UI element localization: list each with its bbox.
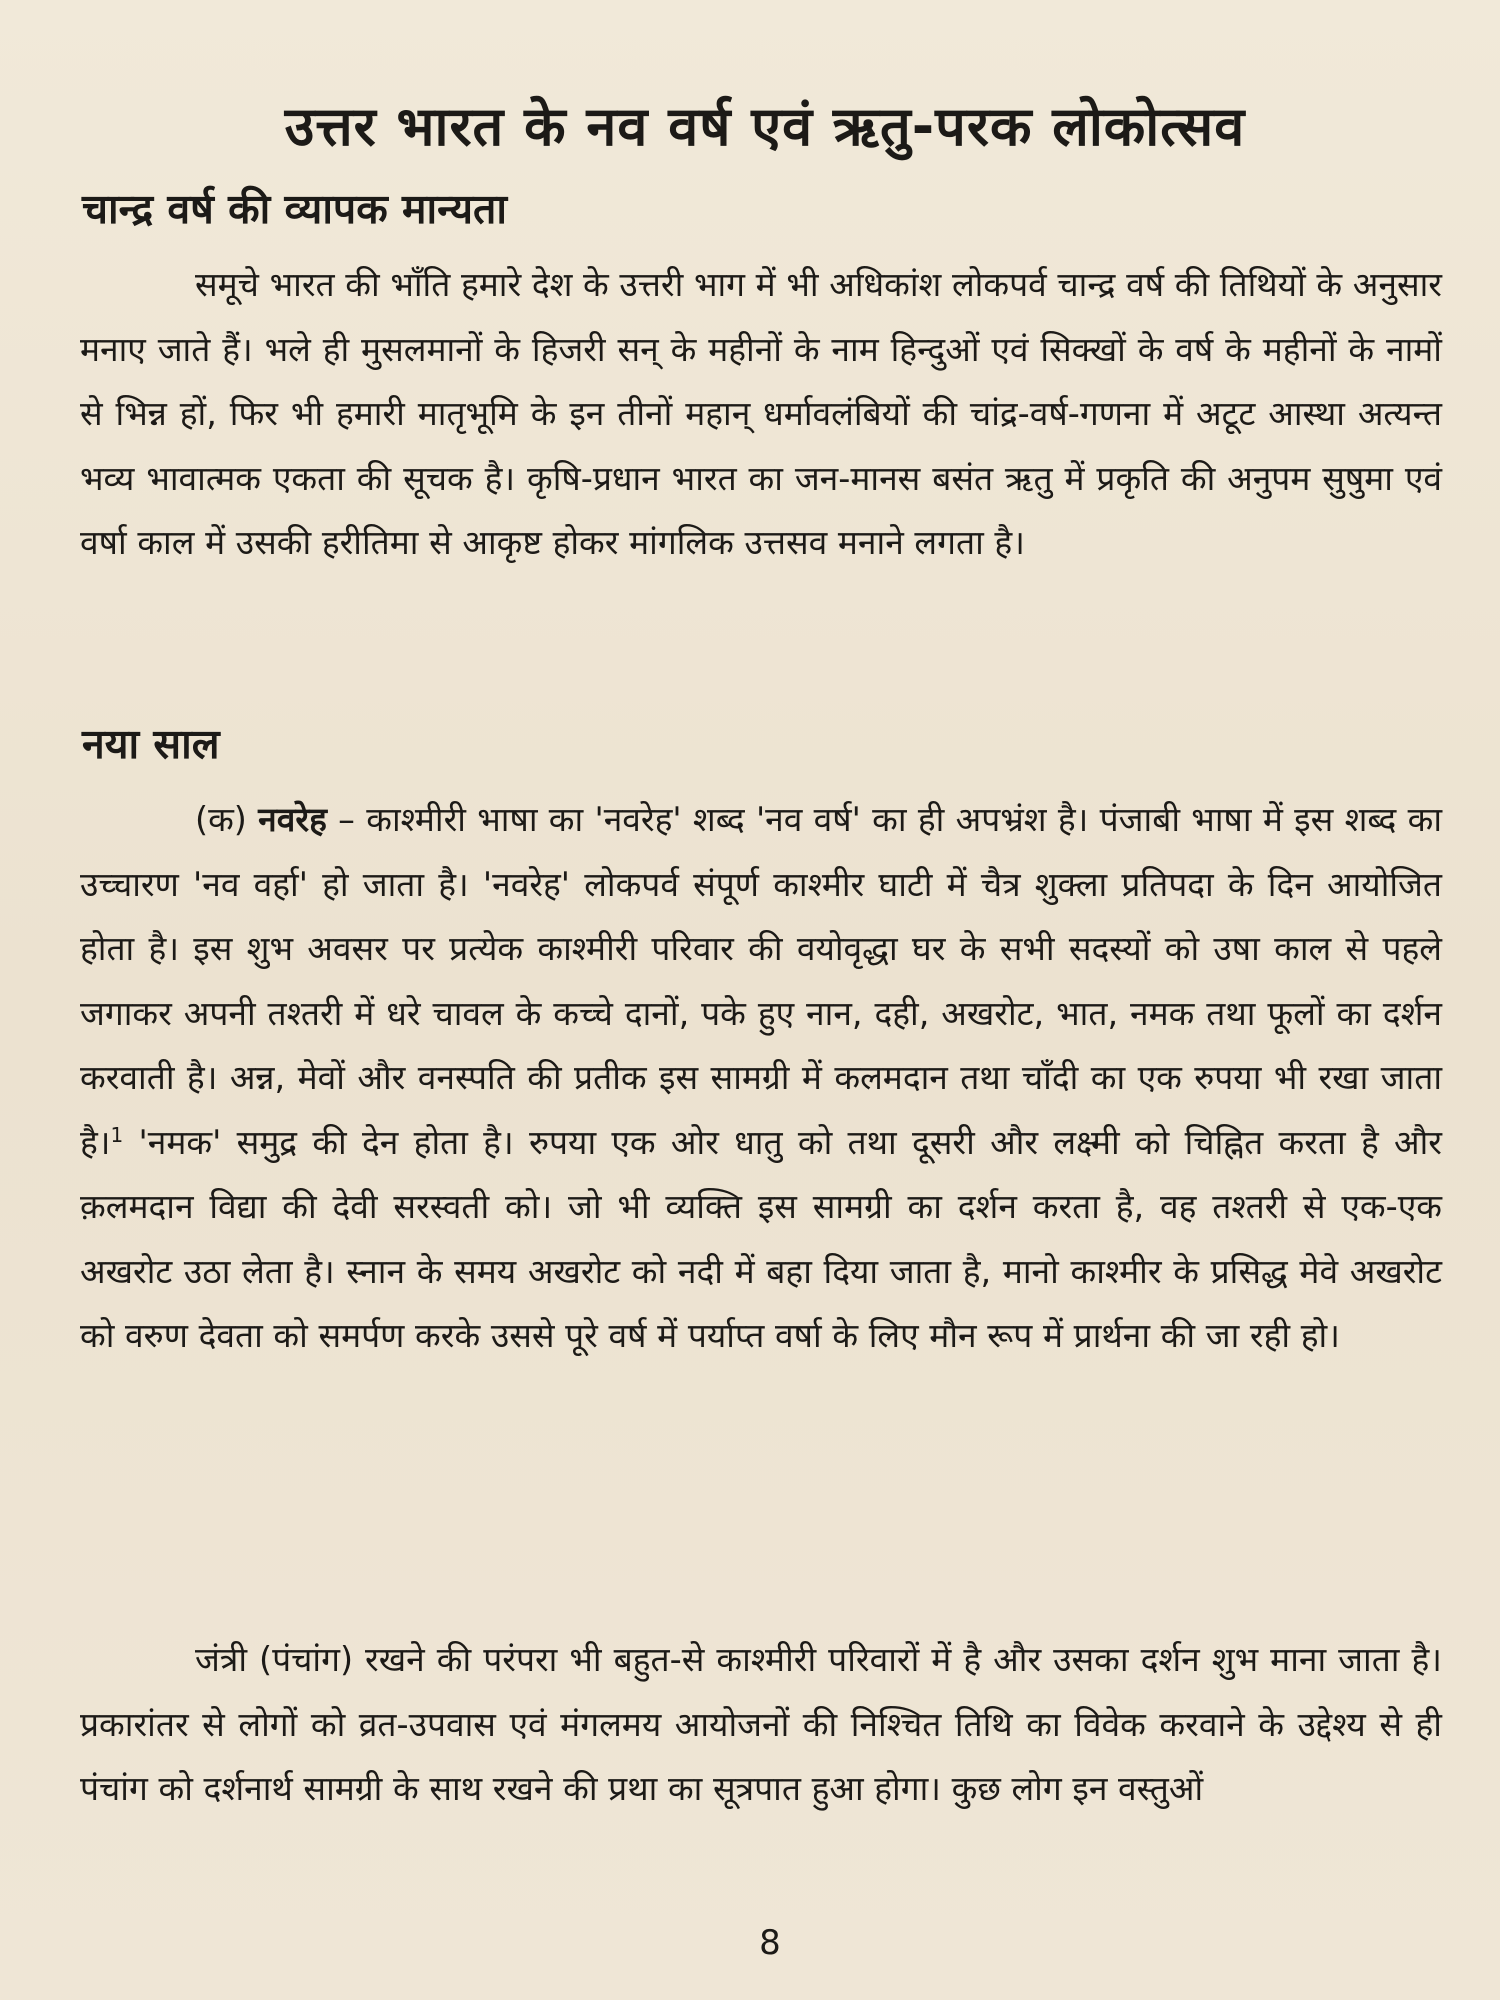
section-heading-lunar-year: चान्द्र वर्ष की व्यापक मान्यता: [82, 185, 507, 233]
paragraph-jantri: जंत्री (पंचांग) रखने की परंपरा भी बहुत-से काश्मीरी परिवारों में है और उसका दर्शन शुभ माना जाता है। प्रकारांतर से लोगों को व्रत-उपवास एवं मंगलमय आयोजनों की निश्चित तिथि का विवेक करवाने के उद्देश्य से ही पंचांग को दर्शनार्थ सामग्री के साथ रखने की प्रथा का सूत्रपात हुआ होगा। कुछ लोग इन वस्तुओं: [80, 1640, 1442, 1808]
paragraph-navreh: [80, 788, 1442, 1369]
item-term: नवरेह: [258, 800, 327, 839]
page-number: 8: [759, 1923, 781, 1963]
paragraph-navreh-main: – काश्मीरी भाषा का 'नवरेह' शब्द 'नव वर्ष' का ही अपभ्रंश है। पंजाबी भाषा में इस शब्द का उच्चारण 'नव वर्हा' हो जाता है। 'नवरेह' लोकपर्व संपूर्ण काश्मीर घाटी में चैत्र शुक्ला प्रतिपदा के दिन आयोजित होता है। इस शुभ अवसर पर प्रत्येक काश्मीरी परिवार की वयोवृद्धा घर के सभी सदस्यों को उषा काल से पहले जगाकर अपनी तश्तरी में धरे चावल के कच्चे दानों, पके हुए नान, दही, अखरोट, भात, नमक तथा फूलों का दर्शन करवाती है। अन्न, मेवों और वनस्पति की प्रतीक इस सामग्री में कलमदान तथा चाँदी का एक रुपया भी रखा जाता है।: [80, 800, 1442, 1162]
page-title: उत्तर भारत के नव वर्ष एवं ऋतु-परक लोकोत्सव: [284, 95, 1246, 158]
footnote-marker: 1: [110, 1122, 124, 1147]
item-marker: (क): [195, 800, 247, 839]
paragraph-navreh-rest: 'नमक' समुद्र की देन होता है। रुपया एक ओर धातु को तथा दूसरी और लक्ष्मी को चिह्नित करता है और क़लमदान विद्या की देवी सरस्वती को। जो भी व्यक्ति इस सामग्री का दर्शन करता है, वह तश्तरी से एक-एक अखरोट उठा लेता है। स्नान के समय अखरोट को नदी में बहा दिया जाता है, मानो काश्मीर के प्रसिद्ध मेवे अखरोट को वरुण देवता को समर्पण करके उससे पूरे वर्ष में पर्याप्त वर्षा के लिए मौन रूप में प्रार्थना की जा रही हो।: [80, 1122, 1442, 1355]
paragraph-lunar-year: समूचे भारत की भाँति हमारे देश के उत्तरी भाग में भी अधिकांश लोकपर्व चान्द्र वर्ष की तिथियों के अनुसार मनाए जाते हैं। भले ही मुसलमानों के हिजरी सन् के महीनों के नाम हिन्दुओं एवं सिक्खों के वर्ष के महीनों के नामों से भिन्न हों, फिर भी हमारी मातृभूमि के इन तीनों महान् धर्मावलंबियों की चांद्र-वर्ष-गणना में अटूट आस्था अत्यन्त भव्य भावात्मक एकता की सूचक है। कृषि-प्रधान भारत का जन-मानस बसंत ऋतु में प्रकृति की अनुपम सुषुमा एवं वर्षा काल में उसकी हरीतिमा से आकृष्ट होकर मांगलिक उत्तसव मनाने लगता है।: [80, 265, 1442, 562]
section-heading-new-year: नया साल: [82, 720, 220, 768]
